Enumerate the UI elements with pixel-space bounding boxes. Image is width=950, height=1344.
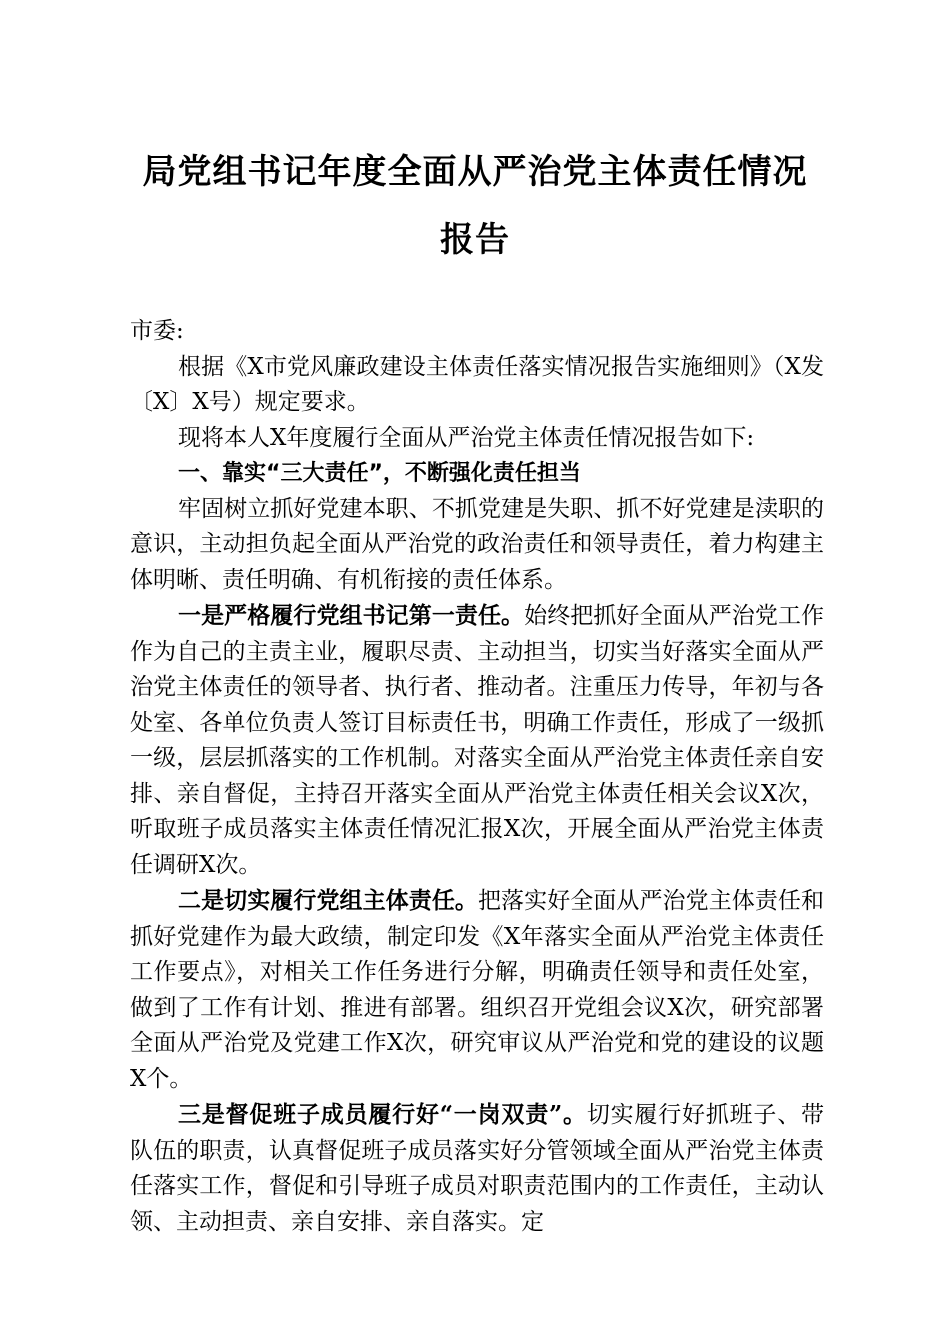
paragraph-section1-overview: 牢固树立抓好党建本职、不抓党建是失职、抓不好党建是渎职的意识，主动担负起全面从严治党的政治责任和领导责任，着力构建主体明晰、责任明确、有机衔接的责任体系。 bbox=[130, 495, 824, 593]
document-body bbox=[130, 314, 824, 1240]
paragraph-intro: 现将本人X年度履行全面从严治党主体责任情况报告如下: bbox=[178, 424, 755, 451]
paragraph-text: 始终把抓好全面从严治党工作作为自己的主责主业，履职尽责、主动担当，切实当好落实全面从严治党主体责任的领导者、执行者、推动者。注重压力传导，年初与各处室、各单位负责人签订目标责任书，明确工作责任，形成了一级抓一级，层层抓落实的工作机制。对落实全面从严治党主体责任亲自安排、亲自督促，主持召开落实全面从严治党主体责任相关会议X次，听取班子成员落实主体责任情况汇报X次，开展全面从严治党主体责任调研X次。 bbox=[130, 603, 825, 878]
paragraph-text: 把落实好全面从严治党主体责任和抓好党建作为最大政绩，制定印发《X年落实全面从严治党主体责任工作要点》，对相关工作任务进行分解，明确责任领导和责任处室，做到了工作有计划、推进有部署。组织召开党组会议X次，研究部署全面从严治党及党建工作X次，研究审议从严治党和党的建设的议题X个。 bbox=[130, 888, 825, 1092]
document-title-line-2: 报告 bbox=[440, 220, 510, 260]
salutation: 市委: bbox=[130, 318, 184, 344]
document-title-line-1: 局党组书记年度全面从严治党主体责任情况 bbox=[142, 152, 808, 192]
paragraph-main-responsibility bbox=[130, 883, 824, 1097]
paragraph-lead: 二是切实履行党组主体责任。 bbox=[178, 887, 478, 914]
paragraph-lead: 三是督促班子成员履行好“一岗双责”。 bbox=[178, 1101, 587, 1128]
paragraph-dual-responsibility bbox=[130, 1097, 824, 1240]
paragraph-lead: 一是严格履行党组书记第一责任。 bbox=[178, 602, 525, 629]
paragraph-basis: 根据《X市党风廉政建设主体责任落实情况报告实施细则》（X发〔X〕X号）规定要求。 bbox=[130, 353, 824, 415]
section-heading-1: 一、靠实“三大责任”，不断强化责任担当 bbox=[178, 461, 581, 486]
paragraph-text: 切实履行好抓班子、带队伍的职责，认真督促班子成员落实好分管领域全面从严治党主体责任落实工作，督促和引导班子成员对职责范围内的工作责任，主动认领、主动担责、亲自安排、亲自落实。定 bbox=[130, 1102, 825, 1235]
paragraph-first-responsibility bbox=[130, 598, 824, 883]
